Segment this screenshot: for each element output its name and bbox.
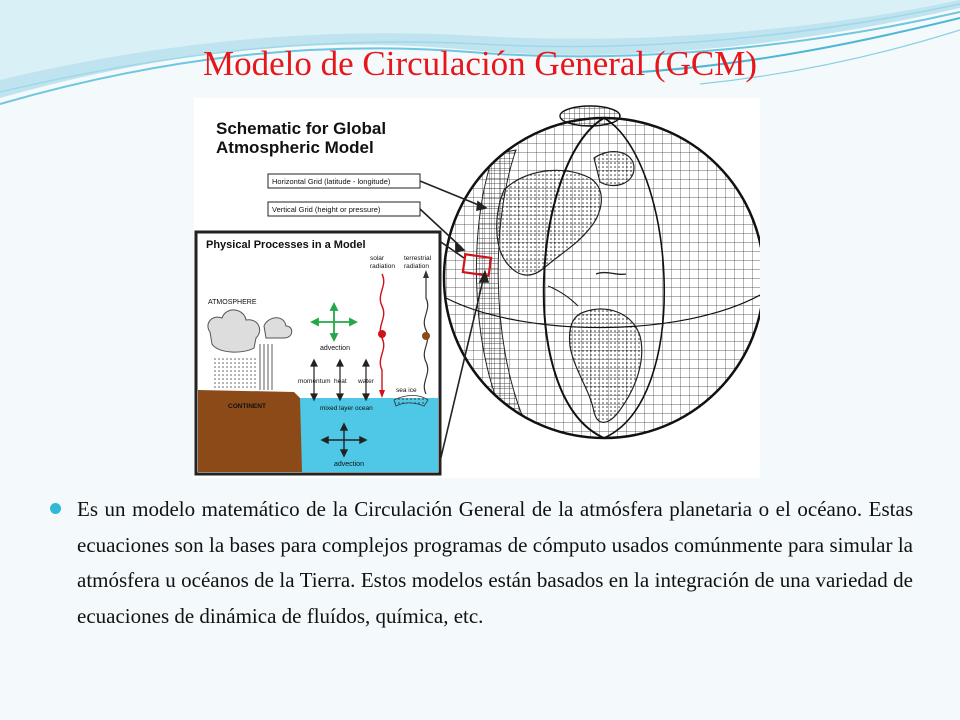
terrestrial-radiation-dot: [422, 332, 430, 340]
label-solar-line2: radiation: [370, 263, 395, 270]
label-mixed-layer-ocean: mixed layer ocean: [320, 405, 373, 412]
body-paragraph: Es un modelo matemático de la Circulación General de la atmósfera planetaria o el océano. Estas ecuaciones son la bases para complejos programas de cómputo usados comúnmente para simular la atmósfera u océanos de la Tierra. Estos modelos están basados en la integración de una variedad de ecuaciones de dinámica de fluídos, química, etc.: [77, 497, 913, 628]
label-terrestrial-line1: terrestrial: [404, 255, 432, 262]
label-solar-line1: solar: [370, 255, 385, 262]
globe-illustration: [444, 106, 760, 438]
label-advection-top: advection: [320, 345, 350, 352]
figure-heading-line2: Atmospheric Model: [216, 138, 374, 157]
bullet-icon: [50, 503, 61, 514]
label-momentum: momentum: [298, 378, 331, 385]
inset-title: Physical Processes in a Model: [206, 239, 366, 251]
gcm-schematic-figure: [194, 98, 760, 478]
label-advection-bottom: advection: [334, 461, 364, 468]
slide-title: Modelo de Circulación General (GCM): [202, 44, 757, 83]
label-water: water: [358, 378, 374, 385]
solar-radiation-dot: [378, 330, 386, 338]
label-vertical-grid: Vertical Grid (height or pressure): [272, 205, 381, 214]
label-heat: heat: [334, 378, 347, 385]
label-sea-ice: sea ice: [396, 387, 417, 394]
physical-processes-inset: [196, 232, 440, 474]
figure-heading-line1: Schematic for Global: [216, 119, 387, 138]
greenland-landmass: [594, 152, 634, 186]
label-horizontal-grid: Horizontal Grid (latitude - longitude): [272, 177, 391, 186]
label-terrestrial-line2: radiation: [404, 263, 429, 270]
label-atmosphere: ATMOSPHERE: [208, 299, 257, 306]
label-continent: CONTINENT: [228, 403, 266, 410]
